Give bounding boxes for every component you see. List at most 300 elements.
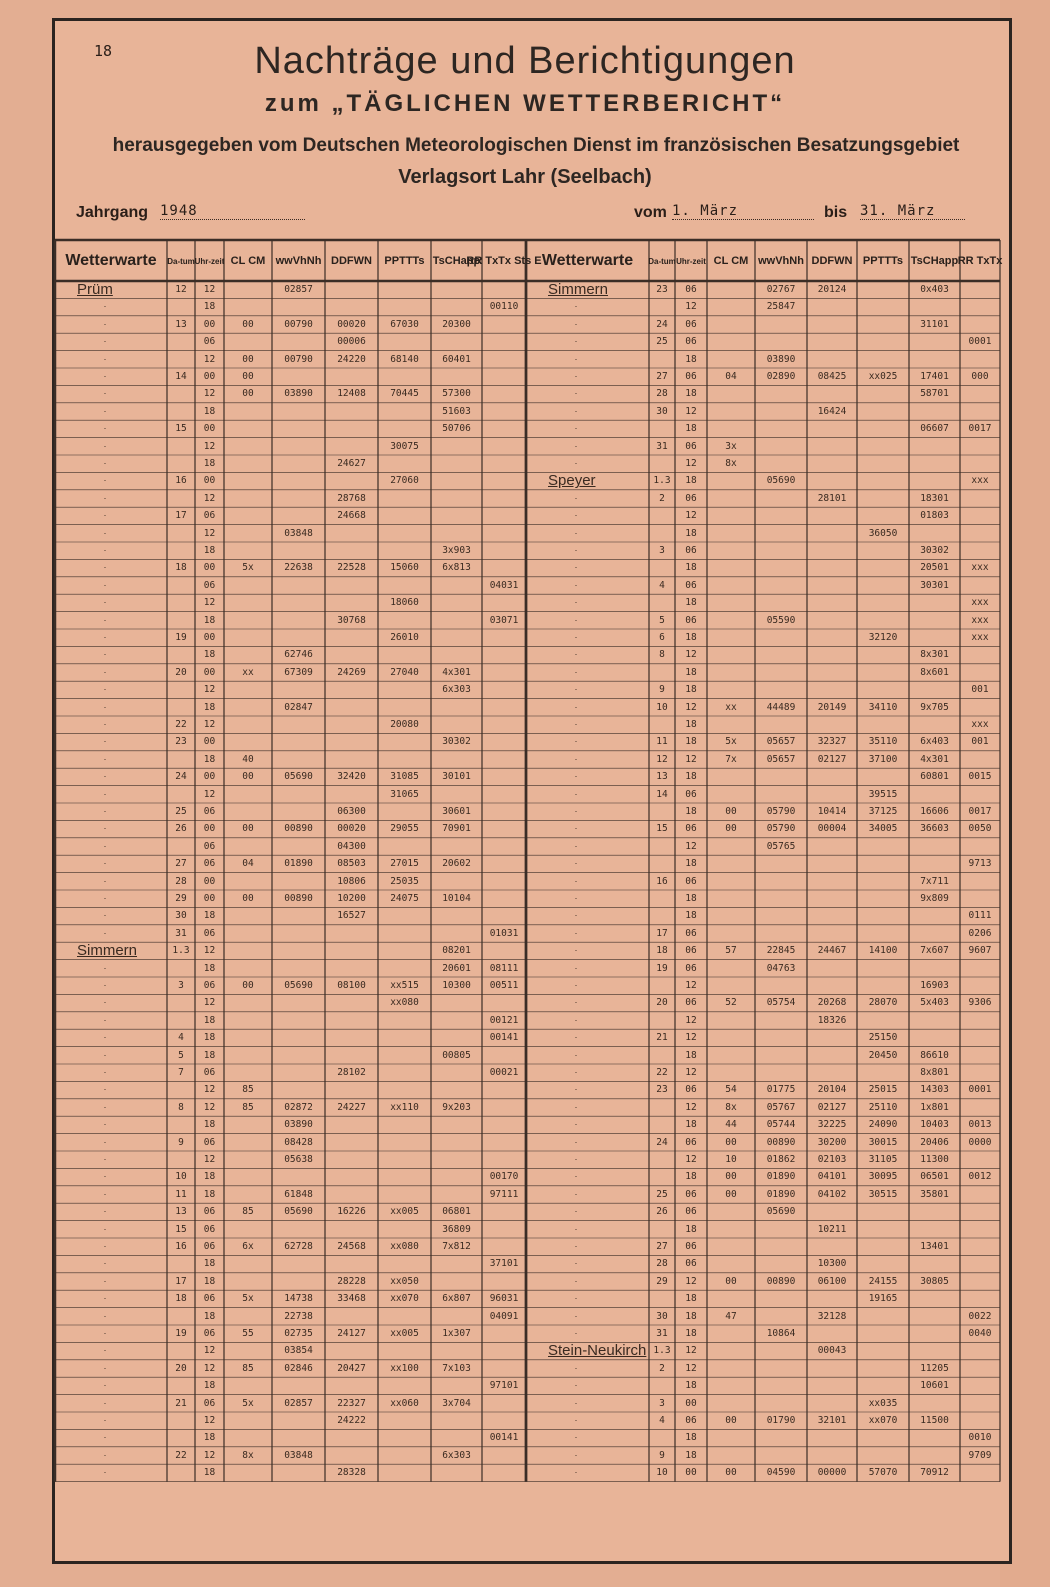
left-table-cell: 00: [242, 353, 254, 365]
left-table-cell: 70901: [442, 823, 471, 835]
right-table-cell: 58701: [920, 388, 949, 400]
left-ditto-mark: ·: [103, 1206, 107, 1217]
right-table-cell: 18: [685, 736, 697, 748]
right-table-cell: 10: [656, 1467, 668, 1479]
left-table-cell: 27040: [390, 666, 419, 678]
right-table-cell: 00: [725, 1467, 737, 1479]
left-table-cell: 24568: [337, 1241, 366, 1252]
right-table-cell: 0111: [968, 910, 992, 922]
right-table-cell: 18: [685, 527, 697, 539]
right-ditto-mark: ·: [574, 1241, 578, 1251]
left-table-cell: 00: [203, 318, 216, 330]
right-ditto-mark: ·: [574, 388, 578, 399]
left-ditto-mark: ·: [103, 893, 107, 903]
year-value: 1948: [160, 203, 305, 220]
left-ditto-mark: ·: [103, 962, 107, 973]
left-table-cell: 15: [175, 1223, 187, 1235]
from-label: vom: [634, 204, 667, 221]
left-table-cell: 00141: [489, 1432, 519, 1444]
right-table-cell: 25015: [868, 1084, 898, 1096]
left-ditto-mark: ·: [103, 666, 107, 677]
right-table-cell: 7x711: [920, 875, 949, 887]
right-header-7: TsCHapp: [910, 255, 959, 267]
left-table-cell: 8: [178, 1101, 184, 1113]
left-table-cell: 13: [175, 1206, 187, 1218]
right-table-cell: xxx: [971, 719, 989, 730]
right-table-cell: 05657: [766, 736, 796, 748]
right-ditto-mark: ·: [574, 1032, 578, 1043]
left-table-cell: 30101: [442, 771, 471, 783]
right-station-name: Simmern: [548, 281, 609, 298]
left-ditto-mark: ·: [103, 301, 107, 312]
right-table-cell: 04: [725, 371, 737, 382]
right-table-cell: 04590: [766, 1467, 796, 1479]
left-table-cell: 36809: [442, 1223, 471, 1235]
right-table-cell: 01862: [766, 1154, 796, 1165]
left-table-cell: 12: [203, 1345, 216, 1357]
left-table-cell: 18: [203, 1258, 216, 1270]
left-table-cell: xx005: [390, 1328, 419, 1339]
right-table-cell: 05754: [766, 997, 796, 1009]
left-table-cell: 18: [203, 962, 216, 974]
right-table-cell: 00: [725, 806, 737, 817]
left-ditto-mark: ·: [103, 823, 107, 834]
right-table-cell: 05657: [766, 753, 796, 765]
right-table-cell: 18: [685, 1432, 697, 1444]
left-ditto-mark: ·: [103, 388, 107, 399]
left-table-cell: 00: [242, 388, 254, 400]
right-table-cell: 20501: [920, 562, 949, 574]
right-table-cell: 12: [685, 1362, 697, 1374]
left-table-cell: 12: [203, 1154, 216, 1165]
left-table-cell: 06: [203, 927, 216, 939]
right-table-cell: 0040: [968, 1328, 992, 1339]
right-table-cell: 00: [685, 1467, 697, 1479]
right-table-cell: 01790: [766, 1415, 796, 1426]
left-station-name: Simmern: [77, 942, 138, 960]
left-table-cell: xx050: [390, 1275, 419, 1287]
left-table-cell: 12: [203, 353, 216, 365]
left-table-cell: 06: [203, 1206, 216, 1218]
left-ditto-mark: ·: [103, 788, 107, 799]
right-table-cell: 36050: [868, 527, 898, 539]
left-table-cell: 06: [203, 1293, 216, 1305]
left-table-cell: 01890: [284, 858, 313, 870]
left-table-cell: 30768: [337, 614, 366, 626]
left-table-cell: 24627: [337, 458, 366, 469]
left-table-cell: 24127: [337, 1328, 366, 1339]
left-table-cell: 00: [203, 423, 216, 435]
left-table-cell: 24222: [337, 1415, 366, 1426]
left-table-cell: 06: [203, 336, 216, 348]
left-table-cell: 06: [203, 1067, 216, 1078]
right-table-cell: 12: [685, 1154, 697, 1165]
right-table-cell: 25110: [868, 1101, 898, 1113]
left-table-cell: 27060: [390, 475, 419, 487]
left-table-cell: 19: [175, 632, 187, 643]
left-table-cell: xx080: [390, 1241, 419, 1252]
right-table-cell: 06: [685, 371, 697, 382]
left-table-cell: 08503: [337, 858, 366, 870]
left-table-cell: 08100: [337, 980, 366, 991]
page-title: Nachträge und Berichtigungen: [254, 40, 796, 82]
right-table-cell: 18: [685, 910, 697, 922]
left-header-5: DDFWN: [331, 255, 372, 267]
right-header-5: DDFWN: [811, 255, 853, 267]
right-table-cell: 20450: [868, 1049, 898, 1061]
right-table-cell: 06: [685, 336, 697, 348]
right-table-cell: 9x705: [920, 701, 949, 713]
left-ditto-mark: ·: [103, 632, 107, 642]
right-table-cell: 0050: [968, 823, 992, 835]
right-ditto-mark: ·: [574, 1084, 578, 1095]
left-table-cell: 06: [203, 1136, 216, 1148]
left-ditto-mark: ·: [103, 458, 107, 468]
right-table-cell: 31105: [868, 1154, 898, 1165]
left-table-cell: 06: [203, 840, 216, 852]
right-table-cell: 12: [685, 405, 697, 417]
right-table-cell: 16: [656, 875, 668, 887]
right-table-cell: 5x: [725, 736, 737, 748]
left-table-cell: 70445: [390, 388, 419, 400]
right-ditto-mark: ·: [574, 562, 578, 573]
left-table-cell: 51603: [442, 405, 471, 417]
right-ditto-mark: ·: [574, 893, 578, 903]
left-table-cell: 85: [242, 1084, 254, 1096]
left-table-cell: 10104: [442, 893, 471, 904]
left-table-cell: 17: [175, 1275, 187, 1287]
left-table-cell: 1.3: [172, 945, 190, 957]
right-table-cell: 05690: [766, 475, 796, 487]
left-table-cell: 17: [175, 510, 187, 522]
right-table-cell: 26: [656, 1206, 668, 1218]
right-table-cell: 2: [659, 492, 665, 504]
right-table-cell: 1.3: [653, 475, 671, 487]
left-table-cell: 20602: [442, 858, 471, 870]
right-table-cell: 12: [685, 1345, 697, 1357]
right-table-cell: 05590: [766, 614, 796, 626]
right-table-cell: 00: [685, 1397, 697, 1409]
left-table-cell: 12: [203, 1415, 216, 1426]
right-table-cell: 06: [685, 945, 697, 957]
left-header-3: CL CM: [230, 255, 266, 267]
left-table-cell: 18060: [390, 597, 419, 609]
left-table-cell: 10806: [337, 875, 366, 887]
left-table-cell: 00021: [489, 1067, 519, 1078]
right-ditto-mark: ·: [574, 510, 578, 521]
left-table-cell: 16: [175, 1241, 187, 1252]
right-table-cell: 18: [685, 1119, 697, 1131]
right-table-cell: 27: [656, 371, 668, 382]
left-table-cell: 00: [203, 771, 216, 783]
left-table-cell: 15060: [390, 562, 419, 574]
right-table-cell: 06: [685, 284, 697, 295]
left-table-cell: 28228: [337, 1275, 366, 1287]
left-table-cell: 02857: [284, 284, 313, 295]
right-table-cell: 18: [685, 771, 697, 783]
right-table-cell: 13401: [920, 1241, 949, 1252]
left-ditto-mark: ·: [103, 614, 107, 625]
left-table-cell: 03890: [284, 388, 313, 400]
right-table-cell: 9306: [968, 997, 992, 1009]
publication-place: Verlagsort Lahr (Seelbach): [398, 166, 652, 188]
left-table-cell: 15: [175, 423, 187, 435]
left-table-cell: 03071: [489, 614, 519, 626]
left-ditto-mark: ·: [103, 1084, 107, 1095]
left-ditto-mark: ·: [103, 1067, 107, 1077]
right-table-cell: 12: [685, 649, 697, 661]
right-ditto-mark: ·: [574, 1171, 578, 1182]
right-table-cell: 3: [659, 545, 665, 556]
left-ditto-mark: ·: [103, 475, 107, 486]
right-table-cell: 27: [656, 1241, 668, 1252]
right-table-cell: 18: [685, 893, 697, 904]
right-table-cell: 06: [685, 579, 697, 591]
left-table-cell: 12: [203, 492, 216, 504]
right-table-cell: 06: [685, 823, 697, 835]
left-ditto-mark: ·: [103, 1101, 107, 1112]
right-header-0: Wetterwarte: [541, 252, 634, 269]
right-table-cell: 18: [685, 562, 697, 574]
left-ditto-mark: ·: [103, 1188, 107, 1199]
right-ditto-mark: ·: [574, 1014, 578, 1025]
right-table-cell: 12: [656, 753, 668, 765]
right-ditto-mark: ·: [574, 649, 578, 660]
right-ditto-mark: ·: [574, 1136, 578, 1147]
right-table-cell: 9607: [968, 945, 992, 957]
right-table-cell: 06: [685, 440, 697, 452]
right-table-cell: 11: [656, 736, 668, 748]
right-table-cell: 02127: [817, 753, 847, 765]
right-table-cell: 06: [685, 1136, 697, 1148]
left-table-cell: 6x303: [442, 1449, 471, 1461]
right-table-cell: 18: [685, 1223, 697, 1235]
right-ditto-mark: ·: [574, 1362, 578, 1373]
right-table-cell: 22845: [766, 945, 796, 957]
right-table-cell: 32327: [817, 736, 847, 748]
left-ditto-mark: ·: [103, 1397, 107, 1408]
left-table-cell: 20080: [390, 719, 419, 730]
right-table-cell: 9x809: [920, 893, 949, 904]
left-table-cell: 61848: [284, 1188, 313, 1200]
left-table-cell: 18: [175, 1293, 187, 1305]
right-table-cell: 02767: [766, 284, 796, 295]
left-table-cell: 37101: [489, 1258, 519, 1270]
right-table-cell: 52: [725, 997, 737, 1009]
right-table-cell: 44: [725, 1119, 737, 1131]
right-table-cell: 10864: [766, 1328, 796, 1339]
right-table-cell: 31: [656, 440, 668, 452]
left-table-cell: 00790: [284, 318, 313, 330]
left-table-cell: 18: [203, 614, 216, 626]
right-table-cell: 9709: [968, 1449, 992, 1461]
right-ditto-mark: ·: [574, 336, 578, 347]
right-table-cell: 30200: [817, 1136, 847, 1148]
right-table-cell: 6: [659, 632, 665, 643]
left-table-cell: 06: [203, 1223, 216, 1235]
left-table-cell: 08428: [284, 1136, 313, 1148]
left-table-cell: 3x903: [442, 545, 471, 556]
right-ditto-mark: ·: [574, 719, 578, 729]
left-table-cell: 29: [175, 893, 187, 904]
left-table-cell: 12: [203, 1101, 216, 1113]
right-table-cell: 06100: [817, 1275, 847, 1287]
left-table-cell: 22528: [337, 562, 366, 574]
left-table-cell: 55: [242, 1328, 254, 1339]
left-ditto-mark: ·: [103, 1032, 107, 1043]
left-table-cell: 00890: [284, 893, 313, 904]
right-table-cell: 00043: [817, 1345, 847, 1357]
right-table-cell: 20104: [817, 1084, 847, 1096]
left-table-cell: 12: [203, 388, 216, 400]
right-table-cell: 01803: [920, 510, 949, 522]
left-table-cell: 18: [203, 1171, 216, 1183]
right-table-cell: 18: [685, 1171, 697, 1183]
right-ditto-mark: ·: [574, 632, 578, 642]
left-table-cell: 18: [203, 753, 216, 765]
to-label: bis: [824, 204, 848, 221]
right-table-cell: 06: [685, 1206, 697, 1218]
left-table-cell: 02847: [284, 701, 313, 713]
right-table-cell: 12: [685, 458, 697, 469]
right-ditto-mark: ·: [574, 492, 578, 503]
left-table-cell: xx080: [390, 997, 419, 1009]
left-table-cell: 06: [203, 980, 216, 991]
right-table-cell: 32225: [817, 1119, 847, 1131]
left-table-cell: 03848: [284, 527, 313, 539]
left-table-cell: 18: [203, 1275, 216, 1287]
right-ditto-mark: ·: [574, 1310, 578, 1321]
right-table-cell: 02103: [817, 1154, 847, 1165]
right-table-cell: 8x301: [920, 649, 949, 661]
left-table-cell: 18: [203, 1119, 216, 1131]
right-table-cell: 18: [685, 858, 697, 870]
left-table-cell: 00: [203, 823, 216, 835]
right-table-cell: 06: [685, 997, 697, 1009]
left-table-cell: 16226: [337, 1206, 366, 1218]
left-table-cell: 24: [175, 771, 187, 783]
right-station-name: Speyer: [548, 472, 596, 490]
right-table-cell: 06: [685, 318, 697, 330]
left-ditto-mark: ·: [103, 1380, 107, 1391]
right-table-cell: 29: [656, 1275, 668, 1287]
right-table-cell: 06: [685, 788, 697, 800]
right-ditto-mark: ·: [574, 1154, 578, 1164]
left-ditto-mark: ·: [103, 492, 107, 503]
left-table-cell: 6x807: [442, 1293, 471, 1305]
left-table-cell: 85: [242, 1362, 254, 1374]
right-ditto-mark: ·: [574, 405, 578, 416]
right-station-name: Stein-Neukirch: [548, 1342, 647, 1360]
right-header-8: RR TxTx: [957, 255, 1003, 267]
right-ditto-mark: ·: [574, 1380, 578, 1391]
right-table-cell: 18: [685, 684, 697, 696]
right-ditto-mark: ·: [574, 997, 578, 1008]
right-table-cell: 24: [656, 1136, 668, 1148]
right-table-cell: 30301: [920, 579, 949, 591]
right-ditto-mark: ·: [574, 1101, 578, 1112]
right-table-cell: xxx: [971, 475, 989, 487]
right-table-cell: 18: [685, 475, 697, 487]
left-table-cell: 5x: [242, 1293, 254, 1305]
left-table-cell: 08201: [442, 945, 471, 957]
left-table-cell: 62728: [284, 1241, 313, 1252]
right-ditto-mark: ·: [574, 684, 578, 695]
right-table-cell: 11500: [920, 1415, 949, 1426]
left-table-cell: 25035: [390, 875, 419, 887]
right-table-cell: 001: [971, 736, 989, 748]
left-table-cell: 03890: [284, 1119, 313, 1131]
right-table-cell: 18: [656, 945, 668, 957]
right-table-cell: 11300: [920, 1154, 949, 1165]
left-table-cell: 00121: [489, 1014, 519, 1026]
right-table-cell: 18: [685, 423, 697, 435]
right-ditto-mark: ·: [574, 927, 578, 938]
right-table-cell: 25150: [868, 1032, 898, 1044]
left-table-cell: 8x: [242, 1449, 254, 1461]
right-table-cell: 30: [656, 405, 668, 417]
right-table-cell: 0001: [968, 1084, 992, 1096]
left-table-cell: xx: [242, 666, 254, 678]
right-header-4: wwVhNh: [758, 255, 804, 267]
right-ditto-mark: ·: [574, 788, 578, 799]
left-table-cell: 27: [175, 858, 187, 870]
right-table-cell: 10300: [817, 1258, 847, 1270]
right-table-cell: 24090: [868, 1119, 898, 1131]
right-table-cell: 01890: [766, 1171, 796, 1183]
left-table-cell: 18: [203, 1310, 216, 1322]
left-table-cell: 06: [203, 858, 216, 870]
right-ditto-mark: ·: [574, 736, 578, 747]
right-table-cell: 12: [685, 1014, 697, 1026]
right-table-cell: 36603: [920, 823, 949, 835]
left-table-cell: 10300: [442, 980, 471, 991]
right-table-cell: 28101: [817, 492, 847, 504]
right-ditto-mark: ·: [574, 1258, 578, 1269]
left-table-cell: 50706: [442, 423, 471, 435]
left-table-cell: 04300: [337, 840, 366, 852]
left-ditto-mark: ·: [103, 1415, 107, 1425]
right-table-cell: 32128: [817, 1310, 847, 1322]
right-table-cell: 10: [725, 1154, 737, 1165]
right-table-cell: 05690: [766, 1206, 796, 1218]
left-ditto-mark: ·: [103, 1223, 107, 1234]
left-table-cell: 00: [242, 893, 254, 904]
right-table-cell: 06607: [920, 423, 949, 435]
left-ditto-mark: ·: [103, 353, 107, 364]
left-ditto-mark: ·: [103, 1293, 107, 1304]
right-table-cell: 06: [685, 875, 697, 887]
right-table-cell: 18: [685, 353, 697, 365]
right-table-cell: 9: [659, 684, 665, 696]
right-table-cell: 7x607: [920, 945, 949, 957]
right-table-cell: 54: [725, 1084, 737, 1096]
left-table-cell: 20601: [442, 962, 471, 974]
right-table-cell: 5x403: [920, 997, 949, 1009]
left-header-8: RR TxTx Sts E: [466, 255, 542, 267]
right-table-cell: 05744: [766, 1119, 796, 1131]
left-table-cell: 06: [203, 1241, 216, 1252]
left-table-cell: xx515: [390, 980, 419, 991]
right-ditto-mark: ·: [574, 527, 578, 538]
left-ditto-mark: ·: [103, 806, 107, 816]
right-table-cell: xxx: [971, 562, 989, 574]
right-ditto-mark: ·: [574, 840, 578, 851]
left-table-cell: 85: [242, 1206, 254, 1218]
left-table-cell: 5: [178, 1049, 184, 1061]
right-table-cell: 32120: [868, 632, 898, 643]
right-table-cell: 37100: [868, 753, 898, 765]
